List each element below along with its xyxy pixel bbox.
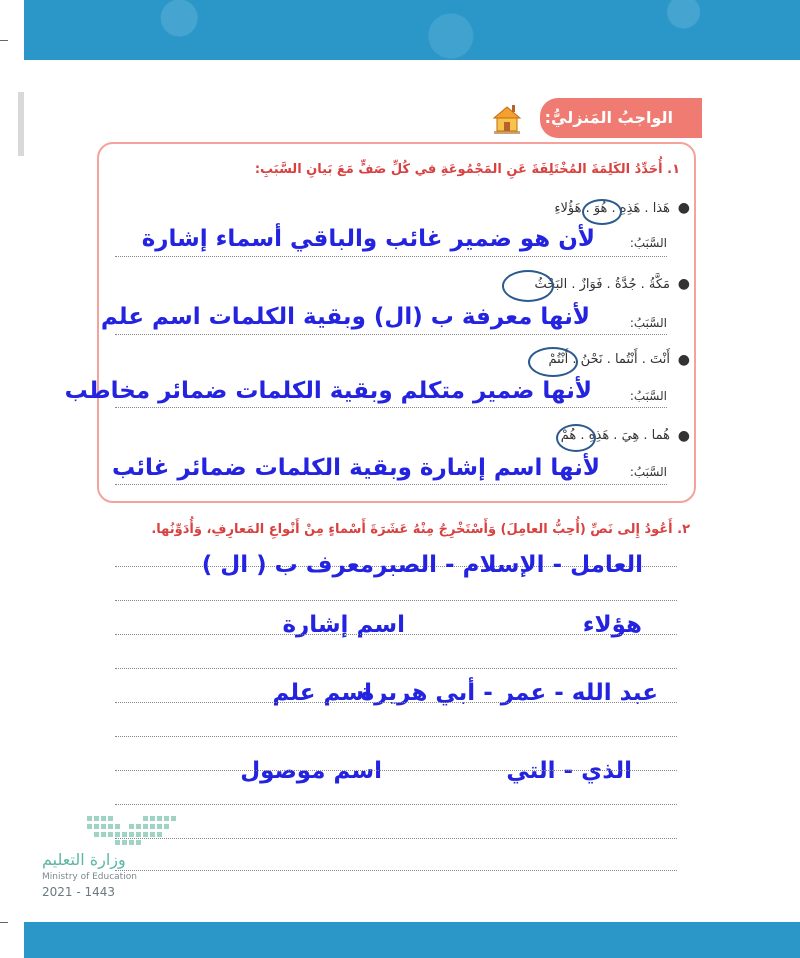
reason-label: السَّبَبُ: bbox=[629, 465, 667, 479]
page-number: ١٦٨ bbox=[719, 898, 761, 923]
item-4-words: هُما . هِيَ . هَذِهِ . هُمْ bbox=[560, 428, 670, 443]
answer-row-2-right: هؤلاء bbox=[582, 612, 642, 638]
reason-label: السَّبَبُ: bbox=[629, 236, 667, 250]
answer-line bbox=[115, 634, 677, 635]
house-icon bbox=[492, 103, 522, 135]
answer-line bbox=[115, 668, 677, 669]
crop-mark bbox=[0, 922, 8, 923]
bullet: ● bbox=[677, 352, 690, 368]
answer-line bbox=[115, 256, 667, 257]
top-decorative-band bbox=[24, 0, 800, 60]
answer-line bbox=[115, 736, 677, 737]
answer-line bbox=[115, 804, 677, 805]
item-1-words: هَذا . هَذِهِ . هُوَ . هَؤُلاءِ bbox=[554, 201, 670, 216]
circle-mark bbox=[582, 199, 622, 225]
exercise-1-instruction: ١. أُحَدِّدُ الكَلِمَةَ المُخْتَلِفَةَ عَنِ المَجْمُوعَةِ في كُلِّ صَفٍّ مَعَ بَيانِ السَّبَبِ: bbox=[254, 162, 680, 177]
answer-line bbox=[115, 407, 667, 408]
answer-row-1-left: معرف ب ( ال ) bbox=[201, 552, 374, 578]
margin-mark bbox=[18, 92, 24, 156]
item-4-answer: لأنها اسم إشارة وبقية الكلمات ضمائر غائب bbox=[112, 455, 600, 481]
answer-row-4-right: الذي - التي bbox=[506, 758, 632, 784]
bullet: ● bbox=[677, 428, 690, 444]
bullet: ● bbox=[677, 276, 690, 292]
crop-mark bbox=[0, 40, 8, 41]
reason-label: السَّبَبُ: bbox=[629, 316, 667, 330]
answer-line bbox=[115, 870, 677, 871]
item-3-words: أَنْتَ . أَنْتُما . نَحْنُ . أَنْتُمْ bbox=[548, 352, 670, 367]
answer-row-3-left: اسم علم bbox=[272, 680, 372, 706]
item-1-answer: لأن هو ضمير غائب والباقي أسماء إشارة bbox=[141, 226, 595, 252]
answer-line bbox=[115, 600, 677, 601]
exercise-2-instruction: ٢. أَعُودُ إِلى نَصِّ (أُحِبُّ العامِلَ) وَأَسْتَخْرِجُ مِنْهُ عَشَرَةَ أَسْماءٍ مِنْ أَنْواعِ المَعارِفِ، وَأُدَوِّنُها. bbox=[151, 522, 690, 537]
answer-row-3-right: عبد الله - عمر - أبي هريرة bbox=[360, 680, 658, 706]
answer-row-2-left: اسم إشارة bbox=[282, 612, 405, 638]
item-2-words: مَكَّةُ . جُدَّةُ . فَوَازٌ . البَحْثُ bbox=[534, 277, 670, 292]
answer-row-1-right: العامل - الإسلام - الصبر bbox=[374, 552, 643, 578]
answer-line bbox=[115, 702, 677, 703]
ministry-name-ar: وزارة التعليم bbox=[42, 850, 126, 869]
answer-line bbox=[115, 838, 677, 839]
edition-year: 2021 - 1443 bbox=[42, 885, 116, 899]
answer-row-4-left: اسم موصول bbox=[240, 758, 382, 784]
item-2-answer: لأنها معرفة ب (ال) وبقية الكلمات اسم علم bbox=[100, 304, 590, 330]
bottom-decorative-band bbox=[24, 922, 800, 958]
item-3-answer: لأنها ضمير متكلم وبقية الكلمات ضمائر مخاطب bbox=[64, 378, 592, 404]
ministry-name-en: Ministry of Education bbox=[42, 872, 137, 882]
answer-line bbox=[115, 334, 667, 335]
answer-line bbox=[115, 770, 677, 771]
reason-label: السَّبَبُ: bbox=[629, 389, 667, 403]
homework-title-tab bbox=[540, 98, 695, 138]
circle-mark bbox=[502, 270, 554, 302]
answer-line bbox=[115, 484, 667, 485]
homework-title: الواجبُ المَنزليُّ: bbox=[544, 108, 673, 127]
bullet: ● bbox=[677, 200, 690, 216]
circle-mark bbox=[556, 424, 596, 452]
ministry-logo-icon bbox=[85, 812, 180, 852]
circle-mark bbox=[528, 347, 578, 377]
